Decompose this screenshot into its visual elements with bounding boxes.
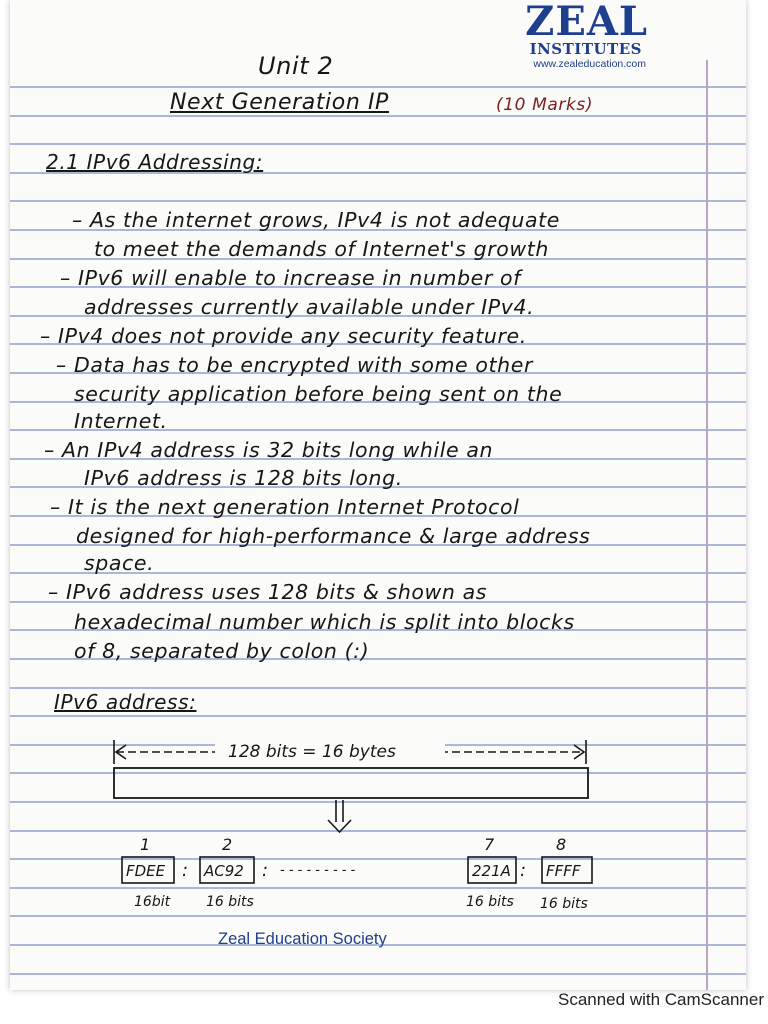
zeal-website: www.zealeducation.com: [533, 58, 646, 70]
society-footer: Zeal Education Society: [218, 930, 387, 948]
colon-separator: :: [262, 860, 269, 881]
scanner-watermark: Scanned with CamScanner: [557, 990, 764, 1009]
note-line: – IPv6 will enable to increase in number of: [60, 266, 521, 290]
block-value: AC92: [204, 862, 244, 880]
block-size: 16 bits: [206, 894, 254, 910]
note-line: Internet.: [74, 409, 168, 433]
note-line: – An IPv4 address is 32 bits long while an: [44, 438, 494, 462]
note-line: addresses currently available under IPv4.: [84, 295, 535, 319]
note-line: – As the internet grows, IPv4 is not adequate: [72, 208, 561, 232]
block-index: 1: [140, 835, 151, 854]
block-value: FDEE: [126, 862, 166, 880]
page-title: Next Generation IP: [170, 90, 389, 115]
total-bits-label: 128 bits = 16 bytes: [228, 742, 396, 762]
note-line: – IPv4 does not provide any security feature.: [40, 324, 527, 348]
note-line: IPv6 address is 128 bits long.: [84, 466, 403, 490]
note-line: space.: [84, 551, 155, 575]
ellipsis: - - - - - - - - -: [280, 863, 356, 878]
notebook-page: [10, 0, 746, 990]
unit-title: Unit 2: [258, 52, 334, 80]
zeal-logo: ZEAL: [525, 0, 648, 45]
note-line: to meet the demands of Internet's growth: [94, 237, 550, 261]
address-bar: [114, 768, 588, 798]
note-line: – It is the next generation Internet Protocol: [50, 495, 520, 519]
note-line: security application before being sent on the: [74, 382, 563, 406]
block-size: 16 bits: [540, 896, 588, 912]
section-heading: 2.1 IPv6 Addressing:: [46, 150, 264, 174]
block-index: 2: [222, 835, 233, 854]
colon-separator: :: [182, 860, 189, 881]
block-value: FFFF: [546, 862, 581, 880]
note-line: – IPv6 address uses 128 bits & shown as: [48, 580, 488, 604]
zeal-logo-subtitle: INSTITUTES: [529, 40, 642, 58]
ipv6-address-label: IPv6 address:: [54, 690, 197, 714]
marks-note: (10 Marks): [496, 95, 594, 115]
block-index: 7: [484, 835, 495, 854]
note-line: hexadecimal number which is split into blocks: [74, 610, 575, 634]
block-value: 221A: [472, 862, 511, 880]
note-line: – Data has to be encrypted with some other: [56, 353, 533, 377]
block-size: 16 bits: [466, 894, 514, 910]
block-size: 16bit: [134, 894, 171, 910]
note-line: of 8, separated by colon (:): [74, 639, 370, 663]
ipv6-address-diagram: [10, 0, 746, 990]
down-arrow-head: [328, 820, 351, 832]
block-index: 8: [556, 835, 567, 854]
note-line: designed for high-performance & large address: [76, 524, 591, 548]
colon-separator: :: [520, 860, 527, 881]
